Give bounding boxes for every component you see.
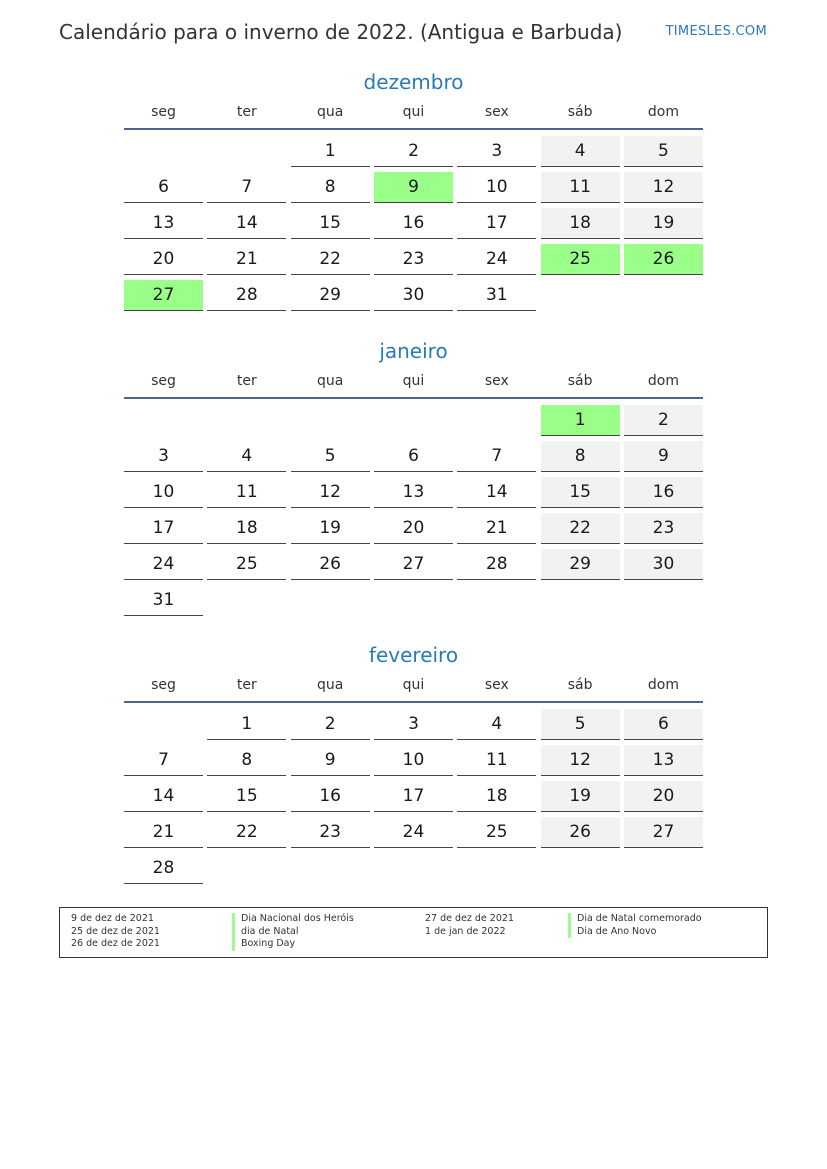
month-february [124, 641, 703, 884]
day-cell: 6 [124, 172, 203, 203]
day-cell: 12 [541, 745, 620, 776]
day-cell: 11 [457, 745, 536, 776]
day-cell: 4 [541, 136, 620, 167]
day-cell: 2 [374, 136, 453, 167]
day-cell: 30 [374, 280, 453, 311]
empty-cell [124, 136, 203, 167]
legend-holiday-name: Dia de Natal comemorado [568, 913, 702, 926]
day-cell: 8 [291, 172, 370, 203]
day-cell: 24 [374, 817, 453, 848]
day-cell: 1 [291, 136, 370, 167]
weekday-label: sáb [567, 677, 593, 693]
day-cell: 17 [124, 513, 203, 544]
weekday-label: sáb [567, 104, 593, 120]
day-cell: 17 [374, 781, 453, 812]
holiday-legend [59, 907, 768, 958]
day-cell: 20 [624, 781, 703, 812]
legend-date: 25 de dez de 2021 [71, 925, 160, 937]
day-cell: 19 [541, 781, 620, 812]
day-cell: 5 [541, 709, 620, 740]
day-cell: 27 [624, 817, 703, 848]
day-cell: 9 [624, 441, 703, 472]
day-cell: 13 [374, 477, 453, 508]
day-cell: 20 [374, 513, 453, 544]
legend-names-col2 [568, 913, 702, 938]
day-cell: 3 [457, 136, 536, 167]
day-cell: 17 [457, 208, 536, 239]
legend-date: 27 de dez de 2021 [425, 913, 514, 924]
weekday-label: qua [316, 373, 344, 389]
weekday-label: sex [484, 104, 509, 120]
day-cell: 15 [207, 781, 286, 812]
day-cell: 12 [291, 477, 370, 508]
day-cell: 28 [207, 280, 286, 311]
holiday-day-cell: 9 [374, 172, 453, 203]
day-cell: 26 [291, 549, 370, 580]
holiday-day-cell: 27 [124, 280, 203, 311]
day-cell: 27 [374, 549, 453, 580]
day-cell: 29 [291, 280, 370, 311]
day-cell: 2 [291, 709, 370, 740]
day-cell: 1 [207, 709, 286, 740]
weekday-label: qui [402, 104, 425, 120]
weekday-label: sáb [567, 373, 593, 389]
day-cell: 8 [541, 441, 620, 472]
day-cell: 13 [624, 745, 703, 776]
weekday-label: dom [647, 104, 680, 120]
holiday-day-cell: 26 [624, 244, 703, 275]
empty-cell [457, 405, 536, 436]
day-cell: 11 [207, 477, 286, 508]
day-cell: 5 [291, 441, 370, 472]
day-cell: 28 [457, 549, 536, 580]
weekday-header [124, 365, 703, 399]
legend-holiday-name: Dia Nacional dos Heróis [232, 913, 354, 926]
day-cell: 28 [124, 853, 203, 884]
weekday-label: sex [484, 373, 509, 389]
day-cell: 6 [624, 709, 703, 740]
day-cell: 23 [291, 817, 370, 848]
day-cell: 22 [541, 513, 620, 544]
month-name: janeiro [379, 339, 448, 363]
legend-dates-col2 [425, 913, 514, 938]
day-cell: 7 [457, 441, 536, 472]
day-cell: 14 [124, 781, 203, 812]
day-cell: 26 [541, 817, 620, 848]
legend-date: 1 de jan de 2022 [425, 925, 506, 937]
legend-date: 26 de dez de 2021 [71, 938, 160, 949]
weekday-header [124, 96, 703, 130]
legend-holiday-name: Dia de Ano Novo [568, 926, 702, 939]
day-cell: 25 [207, 549, 286, 580]
month-january [124, 337, 703, 616]
day-cell: 29 [541, 549, 620, 580]
day-cell: 3 [374, 709, 453, 740]
day-cell: 18 [207, 513, 286, 544]
weekday-label: qua [316, 677, 344, 693]
day-cell: 11 [541, 172, 620, 203]
day-cell: 3 [124, 441, 203, 472]
month-name: fevereiro [368, 643, 459, 667]
empty-cell [291, 405, 370, 436]
day-cell: 14 [457, 477, 536, 508]
weekday-label: seg [151, 373, 176, 389]
month-december [124, 68, 703, 311]
day-cell: 18 [541, 208, 620, 239]
day-cell: 16 [624, 477, 703, 508]
empty-cell [374, 405, 453, 436]
day-cell: 23 [374, 244, 453, 275]
month-name: dezembro [363, 70, 464, 94]
day-cell: 22 [291, 244, 370, 275]
day-grid [124, 399, 703, 616]
day-cell: 30 [624, 549, 703, 580]
day-cell: 14 [207, 208, 286, 239]
empty-cell [124, 405, 203, 436]
weekday-label: ter [236, 104, 257, 120]
weekday-label: dom [647, 373, 680, 389]
weekday-label: dom [647, 677, 680, 693]
day-cell: 10 [124, 477, 203, 508]
weekday-label: sex [484, 677, 509, 693]
weekday-label: ter [236, 373, 257, 389]
day-cell: 15 [291, 208, 370, 239]
day-grid [124, 703, 703, 884]
day-cell: 16 [374, 208, 453, 239]
day-cell: 4 [207, 441, 286, 472]
day-cell: 22 [207, 817, 286, 848]
day-cell: 19 [624, 208, 703, 239]
empty-cell [124, 709, 203, 740]
weekday-label: ter [236, 677, 257, 693]
day-cell: 15 [541, 477, 620, 508]
day-cell: 19 [291, 513, 370, 544]
day-cell: 24 [124, 549, 203, 580]
legend-date: 9 de dez de 2021 [71, 913, 154, 924]
day-cell: 7 [207, 172, 286, 203]
day-cell: 12 [624, 172, 703, 203]
day-cell: 31 [457, 280, 536, 311]
holiday-day-cell: 1 [541, 405, 620, 436]
weekday-label: seg [151, 677, 176, 693]
weekday-label: qua [316, 104, 344, 120]
day-cell: 18 [457, 781, 536, 812]
day-cell: 24 [457, 244, 536, 275]
brand-link[interactable]: TIMESLES.COM [665, 24, 767, 39]
day-cell: 16 [291, 781, 370, 812]
legend-names-col1 [232, 913, 354, 951]
weekday-label: seg [151, 104, 176, 120]
legend-holiday-name: dia de Natal [232, 926, 354, 939]
day-grid [124, 130, 703, 311]
empty-cell [207, 405, 286, 436]
day-cell: 6 [374, 441, 453, 472]
day-cell: 31 [124, 585, 203, 616]
day-cell: 5 [624, 136, 703, 167]
day-cell: 10 [374, 745, 453, 776]
holiday-day-cell: 25 [541, 244, 620, 275]
day-cell: 7 [124, 745, 203, 776]
day-cell: 2 [624, 405, 703, 436]
weekday-label: qui [402, 373, 425, 389]
day-cell: 10 [457, 172, 536, 203]
page-title: Calendário para o inverno de 2022. (Antigua e Barbuda) [59, 20, 623, 44]
day-cell: 8 [207, 745, 286, 776]
day-cell: 23 [624, 513, 703, 544]
day-cell: 9 [291, 745, 370, 776]
empty-cell [207, 136, 286, 167]
day-cell: 25 [457, 817, 536, 848]
legend-dates-col1 [71, 913, 160, 951]
day-cell: 13 [124, 208, 203, 239]
day-cell: 21 [124, 817, 203, 848]
weekday-label: qui [402, 677, 425, 693]
day-cell: 21 [207, 244, 286, 275]
weekday-header [124, 669, 703, 703]
day-cell: 20 [124, 244, 203, 275]
legend-holiday-name: Boxing Day [232, 938, 354, 951]
day-cell: 21 [457, 513, 536, 544]
day-cell: 4 [457, 709, 536, 740]
